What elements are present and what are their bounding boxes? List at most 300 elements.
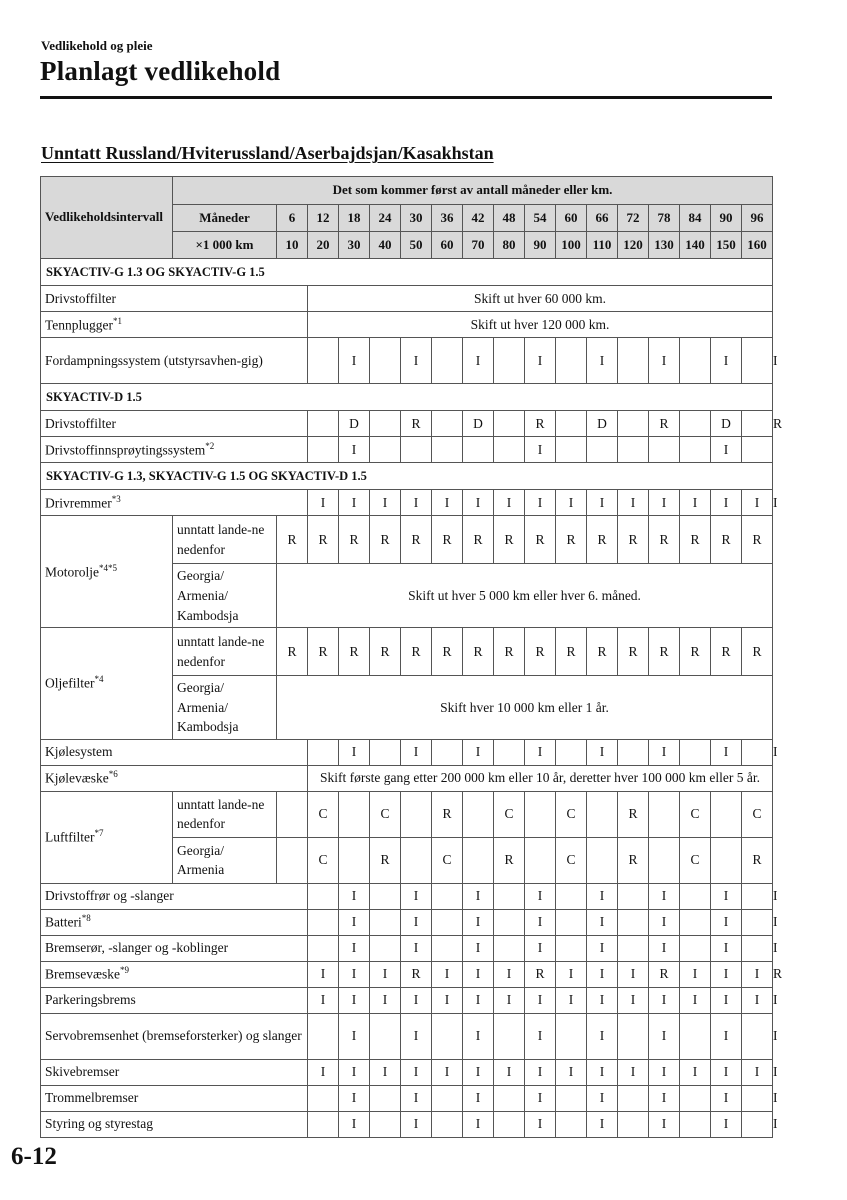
schedule-cell: [494, 437, 525, 463]
schedule-cell: D: [463, 411, 494, 437]
schedule-cell: R: [742, 516, 773, 564]
schedule-cell: [649, 791, 680, 837]
schedule-cell: I: [339, 1085, 370, 1111]
schedule-cell: I: [587, 1111, 618, 1137]
schedule-cell: I: [525, 1085, 556, 1111]
schedule-cell: I: [432, 490, 463, 516]
item-name: [41, 961, 308, 987]
schedule-cell: [308, 1111, 339, 1137]
schedule-cell: I: [711, 338, 742, 384]
footnote-marker: *2: [205, 440, 215, 451]
schedule-cell: R: [401, 516, 432, 564]
schedule-cell: [432, 883, 463, 909]
schedule-cell: [432, 437, 463, 463]
schedule-cell: R: [525, 961, 556, 987]
schedule-cell: I: [680, 1059, 711, 1085]
schedule-cell: [370, 739, 401, 765]
schedule-cell: R: [649, 961, 680, 987]
schedule-cell: [680, 338, 711, 384]
schedule-cell: I: [711, 1111, 742, 1137]
schedule-cell: I: [525, 437, 556, 463]
schedule-cell: [618, 883, 649, 909]
schedule-cell: I: [339, 1111, 370, 1137]
schedule-cell: C: [494, 791, 525, 837]
schedule-note: Skift første gang etter 200 000 km eller 10 år, deretter hver 100 000 km eller 5 år.: [308, 765, 773, 791]
schedule-cell: I: [401, 883, 432, 909]
schedule-cell: [494, 883, 525, 909]
schedule-cell: [556, 338, 587, 384]
schedule-cell: R: [463, 516, 494, 564]
schedule-cell: [742, 1085, 773, 1111]
schedule-cell: R: [432, 516, 463, 564]
schedule-cell: I: [432, 987, 463, 1013]
schedule-cell: [370, 1013, 401, 1059]
item-name-text: Servobremsenhet (bremseforsterker) og slanger: [45, 1028, 302, 1044]
footnote-marker: *1: [113, 315, 123, 326]
schedule-cell: I: [587, 338, 618, 384]
schedule-cell: [680, 1013, 711, 1059]
schedule-cell: I: [556, 987, 587, 1013]
schedule-cell: I: [494, 1059, 525, 1085]
schedule-cell: R: [649, 628, 680, 676]
schedule-cell: R: [277, 628, 308, 676]
schedule-cell: R: [370, 628, 401, 676]
schedule-cell: [525, 837, 556, 883]
item-name: [41, 987, 308, 1013]
schedule-cell: I: [556, 490, 587, 516]
schedule-cell: [370, 1111, 401, 1137]
schedule-cell: I: [494, 490, 525, 516]
schedule-cell: I: [401, 1085, 432, 1111]
schedule-cell: [742, 437, 773, 463]
km-value: 140: [680, 232, 711, 259]
schedule-cell: C: [370, 791, 401, 837]
item-name: [41, 791, 173, 883]
schedule-cell: I: [587, 1085, 618, 1111]
schedule-cell: I: [618, 1059, 649, 1085]
month-value: 72: [618, 205, 649, 232]
month-value: 36: [432, 205, 463, 232]
group-heading: SKYACTIV-D 1.5: [41, 384, 773, 411]
schedule-cell: [556, 1111, 587, 1137]
schedule-cell: C: [680, 791, 711, 837]
schedule-cell: [556, 739, 587, 765]
schedule-cell: [401, 791, 432, 837]
schedule-note: Skift ut hver 5 000 km eller hver 6. måned.: [277, 564, 773, 628]
footnote-marker: *4*5: [99, 562, 117, 573]
item-name-text: Styring og styrestag: [45, 1116, 153, 1132]
item-name: [41, 312, 308, 338]
schedule-cell: [432, 1111, 463, 1137]
schedule-cell: I: [680, 987, 711, 1013]
item-name: [41, 490, 308, 516]
schedule-cell: I: [649, 987, 680, 1013]
km-value: 90: [525, 232, 556, 259]
schedule-cell: [308, 883, 339, 909]
item-name: [41, 1111, 308, 1137]
schedule-cell: I: [649, 1111, 680, 1137]
schedule-cell: [742, 883, 773, 909]
item-name: [41, 739, 308, 765]
schedule-cell: [494, 338, 525, 384]
schedule-cell: R: [618, 516, 649, 564]
schedule-cell: [742, 1013, 773, 1059]
schedule-cell: R: [463, 628, 494, 676]
schedule-cell: I: [339, 437, 370, 463]
table-caption: Det som kommer først av antall måneder eller km.: [173, 177, 773, 205]
schedule-cell: [556, 1085, 587, 1111]
schedule-cell: R: [401, 628, 432, 676]
schedule-cell: I: [525, 490, 556, 516]
schedule-cell: I: [680, 961, 711, 987]
group-heading: SKYACTIV-G 1.3 OG SKYACTIV-G 1.5: [41, 259, 773, 286]
schedule-cell: [463, 791, 494, 837]
region-label: Georgia/ Armenia: [173, 837, 277, 883]
item-name-text: Motorolje: [45, 564, 99, 580]
month-value: 42: [463, 205, 494, 232]
schedule-cell: [401, 437, 432, 463]
schedule-cell: R: [618, 628, 649, 676]
item-name-text: Skivebremser: [45, 1064, 120, 1080]
group-heading: SKYACTIV-G 1.3, SKYACTIV-G 1.5 OG SKYACTIV-D 1.5: [41, 463, 773, 490]
schedule-cell: R: [680, 516, 711, 564]
km-label: ×1 000 km: [173, 232, 277, 259]
schedule-cell: [587, 437, 618, 463]
schedule-cell: [432, 909, 463, 935]
schedule-cell: R: [525, 411, 556, 437]
schedule-cell: I: [649, 739, 680, 765]
schedule-cell: I: [370, 490, 401, 516]
schedule-cell: R: [494, 628, 525, 676]
item-name: [41, 1059, 308, 1085]
schedule-cell: I: [463, 338, 494, 384]
schedule-cell: [680, 1111, 711, 1137]
month-value: 66: [587, 205, 618, 232]
schedule-cell: I: [401, 987, 432, 1013]
schedule-cell: [618, 739, 649, 765]
schedule-cell: I: [525, 909, 556, 935]
schedule-cell: I: [649, 1085, 680, 1111]
schedule-cell: [556, 411, 587, 437]
km-value: 20: [308, 232, 339, 259]
schedule-cell: C: [308, 791, 339, 837]
region-label: unntatt lande-ne nedenfor: [173, 516, 277, 564]
schedule-cell: R: [401, 411, 432, 437]
schedule-cell: I: [525, 883, 556, 909]
schedule-cell: R: [711, 516, 742, 564]
schedule-cell: R: [494, 837, 525, 883]
schedule-cell: I: [525, 338, 556, 384]
schedule-cell: [308, 411, 339, 437]
item-name-text: Batteri: [45, 914, 82, 930]
schedule-cell: C: [680, 837, 711, 883]
region-label: Georgia/ Armenia/ Kambodsja: [173, 676, 277, 740]
schedule-cell: I: [711, 739, 742, 765]
schedule-cell: I: [587, 883, 618, 909]
schedule-cell: [339, 791, 370, 837]
schedule-cell: [432, 411, 463, 437]
maintenance-schedule-table: Vedlikeholdsintervall Det som kommer først av antall måneder eller km. Måneder 6 12 18 24 30 36 42 48 54 60 66 72 78 84 90 96 ×1 000 km 10 20 30 40 50 60 70 80 90 100 110 120 130 140 150 160 SKYACTIV-G 1.3 OG SKYACTIV-G 1.5 Drivstoffilter Skift ut hver 60 000 km. Tennplugger$^{*1}$ Skift ut hver 120 000 km. Fordampningssystem (utstyrsavhen-gig) I I I I I I I I SKYACTIV-D 1.5 Drivstoffilter D R D R D R D R Drivstoffinnsprøytingssystem$^{*2}$ I I I SKYACTIV-G 1.3, SKYACTIV-G 1.5 OG SKYACTIV-D 1.5 Drivremmer$^{*3}$ I I I I I I I I I I I I I I I I Motorolje$^{*4*5}$ unntatt lande-ne nedenfor R R R R R R R R R R R R R R R R Georgia/ Armenia/ Kambodsja Skift ut hver 5 000 km eller hver 6. måned. Oljefilter$^{*4}$ unntatt lande-ne nedenfor R R R R R R R R R R R R R R R R Georgia/ Armenia/ Kambodsja Skift hver 10 000 km eller 1 år. Kjølesystem I I I I I I I I Kjølevæske$^{*6}$ Skift første gang etter 200 000 km eller 10 år, deretter hver 100 000 km eller 5 år. Luftfilter$^{*7}$ unntatt lande-ne nedenfor C C R C C R C C Georgia/ Armenia C R C R C R C R Drivstoffrør og -slanger I I I I I I I I Batteri$^{*8}$ I I I I I I I I Bremserør, -slanger og -koblinger I I I I I I I I Bremsevæske$^{*9}$ I I I R I I I R I I I R I I I R Parkeringsbrems I I I I I I I I I I I I I I I I Servobremsenhet (bremseforsterker) og slanger I I I I I I I I Skivebremser I I I I I I I I I I I I I I I I Trommelbremser I I I I I I I I Styring og styrestag I I I I I I I I: [40, 176, 773, 1138]
item-name: [41, 1013, 308, 1059]
schedule-cell: I: [711, 935, 742, 961]
schedule-cell: [370, 1085, 401, 1111]
item-name-text: Tennplugger: [45, 317, 114, 333]
item-name-text: Kjølesystem: [45, 744, 113, 760]
item-name-text: Kjølevæske: [45, 770, 109, 786]
month-value: 12: [308, 205, 339, 232]
schedule-cell: R: [649, 411, 680, 437]
schedule-cell: R: [587, 628, 618, 676]
schedule-note: Skift hver 10 000 km eller 1 år.: [277, 676, 773, 740]
schedule-cell: [401, 837, 432, 883]
schedule-cell: C: [432, 837, 463, 883]
km-value: 80: [494, 232, 525, 259]
schedule-cell: [494, 1013, 525, 1059]
schedule-cell: I: [587, 987, 618, 1013]
item-name: [41, 909, 308, 935]
schedule-note: Skift ut hver 60 000 km.: [308, 286, 773, 312]
schedule-cell: [649, 837, 680, 883]
page-number: 6-12: [11, 1143, 57, 1170]
schedule-note: Skift ut hver 120 000 km.: [308, 312, 773, 338]
footnote-marker: *9: [120, 965, 129, 976]
schedule-cell: R: [742, 837, 773, 883]
schedule-cell: I: [556, 1059, 587, 1085]
schedule-cell: [556, 1013, 587, 1059]
schedule-cell: I: [711, 1085, 742, 1111]
schedule-cell: I: [649, 338, 680, 384]
month-value: 18: [339, 205, 370, 232]
schedule-cell: R: [370, 516, 401, 564]
schedule-cell: R: [432, 791, 463, 837]
km-value: 50: [401, 232, 432, 259]
schedule-cell: I: [401, 935, 432, 961]
schedule-cell: [308, 1085, 339, 1111]
schedule-cell: I: [711, 490, 742, 516]
item-name-text: Parkeringsbrems: [45, 992, 136, 1008]
chapter-label: Vedlikehold og pleie: [41, 38, 153, 53]
schedule-cell: I: [711, 437, 742, 463]
schedule-cell: [556, 909, 587, 935]
schedule-cell: I: [401, 909, 432, 935]
schedule-cell: [742, 935, 773, 961]
schedule-cell: [618, 437, 649, 463]
schedule-cell: I: [587, 961, 618, 987]
schedule-cell: R: [556, 628, 587, 676]
schedule-cell: I: [525, 987, 556, 1013]
schedule-cell: [742, 909, 773, 935]
schedule-cell: C: [742, 791, 773, 837]
schedule-cell: I: [463, 883, 494, 909]
schedule-cell: I: [401, 739, 432, 765]
month-value: 96: [742, 205, 773, 232]
month-value: 24: [370, 205, 401, 232]
schedule-cell: I: [370, 987, 401, 1013]
schedule-cell: I: [339, 338, 370, 384]
schedule-cell: [494, 1111, 525, 1137]
month-value: 60: [556, 205, 587, 232]
footnote-marker: *8: [81, 913, 91, 924]
schedule-cell: I: [308, 1059, 339, 1085]
schedule-cell: [649, 437, 680, 463]
schedule-cell: R: [649, 516, 680, 564]
km-value: 60: [432, 232, 463, 259]
schedule-cell: I: [339, 909, 370, 935]
schedule-cell: I: [587, 490, 618, 516]
schedule-cell: [432, 1085, 463, 1111]
schedule-cell: R: [308, 516, 339, 564]
schedule-cell: I: [339, 1013, 370, 1059]
schedule-cell: I: [463, 739, 494, 765]
schedule-cell: [432, 338, 463, 384]
schedule-cell: I: [525, 1059, 556, 1085]
schedule-cell: R: [370, 837, 401, 883]
schedule-cell: [432, 935, 463, 961]
schedule-cell: [494, 909, 525, 935]
schedule-cell: I: [308, 987, 339, 1013]
schedule-cell: I: [742, 490, 773, 516]
schedule-cell: D: [711, 411, 742, 437]
schedule-cell: I: [680, 490, 711, 516]
schedule-cell: [556, 437, 587, 463]
schedule-cell: I: [618, 987, 649, 1013]
schedule-cell: I: [370, 1059, 401, 1085]
schedule-cell: [680, 1085, 711, 1111]
schedule-cell: I: [494, 987, 525, 1013]
item-name: [41, 628, 173, 740]
item-name-text: Luftfilter: [45, 829, 95, 845]
item-name: [41, 437, 308, 463]
schedule-cell: [587, 837, 618, 883]
months-label: Måneder: [173, 205, 277, 232]
item-name-text: Trommelbremser: [45, 1090, 139, 1106]
schedule-cell: R: [277, 516, 308, 564]
km-value: 150: [711, 232, 742, 259]
item-name: [41, 516, 173, 628]
schedule-cell: R: [742, 628, 773, 676]
schedule-cell: I: [587, 1059, 618, 1085]
schedule-cell: I: [339, 987, 370, 1013]
schedule-cell: I: [339, 961, 370, 987]
schedule-cell: R: [432, 628, 463, 676]
item-name: [41, 338, 308, 384]
schedule-cell: [370, 909, 401, 935]
km-value: 110: [587, 232, 618, 259]
schedule-cell: I: [463, 1085, 494, 1111]
km-value: 130: [649, 232, 680, 259]
footnote-marker: *4: [94, 674, 104, 685]
km-value: 70: [463, 232, 494, 259]
schedule-cell: I: [308, 961, 339, 987]
schedule-cell: [742, 338, 773, 384]
schedule-cell: I: [711, 987, 742, 1013]
schedule-cell: I: [587, 935, 618, 961]
schedule-cell: [308, 1013, 339, 1059]
schedule-cell: R: [525, 516, 556, 564]
title-divider: [40, 96, 772, 99]
schedule-cell: [494, 411, 525, 437]
schedule-cell: [618, 935, 649, 961]
schedule-cell: R: [556, 516, 587, 564]
schedule-cell: I: [525, 1013, 556, 1059]
schedule-cell: I: [463, 909, 494, 935]
schedule-cell: I: [494, 961, 525, 987]
schedule-cell: I: [742, 987, 773, 1013]
schedule-cell: D: [587, 411, 618, 437]
schedule-cell: [370, 338, 401, 384]
schedule-cell: I: [339, 883, 370, 909]
schedule-cell: R: [680, 628, 711, 676]
schedule-cell: R: [525, 628, 556, 676]
schedule-cell: I: [618, 490, 649, 516]
schedule-cell: I: [711, 961, 742, 987]
schedule-cell: [680, 437, 711, 463]
schedule-cell: I: [525, 739, 556, 765]
schedule-cell: I: [711, 1013, 742, 1059]
interval-label: Vedlikeholdsintervall: [41, 177, 173, 259]
km-value: 30: [339, 232, 370, 259]
month-value: 48: [494, 205, 525, 232]
schedule-cell: [308, 935, 339, 961]
footnote-marker: *6: [108, 769, 118, 780]
page-title: Planlagt vedlikehold: [40, 56, 281, 86]
item-name-text: Drivstoffilter: [45, 290, 116, 306]
schedule-cell: R: [618, 791, 649, 837]
schedule-cell: [494, 935, 525, 961]
schedule-cell: [711, 791, 742, 837]
schedule-cell: [494, 739, 525, 765]
item-name-text: Drivstoffrør og -slanger: [45, 888, 174, 904]
schedule-cell: I: [463, 490, 494, 516]
schedule-cell: I: [525, 1111, 556, 1137]
schedule-cell: [339, 837, 370, 883]
schedule-cell: I: [432, 961, 463, 987]
schedule-cell: I: [401, 338, 432, 384]
schedule-cell: [463, 837, 494, 883]
km-value: 160: [742, 232, 773, 259]
schedule-cell: [370, 437, 401, 463]
schedule-cell: [618, 338, 649, 384]
footnote-marker: *3: [111, 493, 121, 504]
schedule-cell: [742, 411, 773, 437]
schedule-cell: I: [370, 961, 401, 987]
schedule-cell: [432, 739, 463, 765]
month-value: 78: [649, 205, 680, 232]
schedule-cell: R: [711, 628, 742, 676]
month-value: 84: [680, 205, 711, 232]
schedule-cell: I: [587, 1013, 618, 1059]
schedule-cell: [370, 411, 401, 437]
schedule-cell: I: [401, 1111, 432, 1137]
schedule-cell: I: [742, 1059, 773, 1085]
km-value: 40: [370, 232, 401, 259]
schedule-cell: I: [587, 739, 618, 765]
item-name: [41, 411, 308, 437]
schedule-cell: [370, 883, 401, 909]
schedule-cell: [711, 837, 742, 883]
schedule-cell: I: [618, 961, 649, 987]
schedule-cell: I: [649, 1013, 680, 1059]
schedule-cell: I: [463, 987, 494, 1013]
month-value: 6: [277, 205, 308, 232]
schedule-cell: I: [649, 909, 680, 935]
schedule-cell: R: [339, 628, 370, 676]
schedule-cell: [525, 791, 556, 837]
region-label: unntatt lande-ne nedenfor: [173, 628, 277, 676]
schedule-cell: R: [308, 628, 339, 676]
schedule-cell: I: [339, 935, 370, 961]
schedule-cell: I: [711, 1059, 742, 1085]
